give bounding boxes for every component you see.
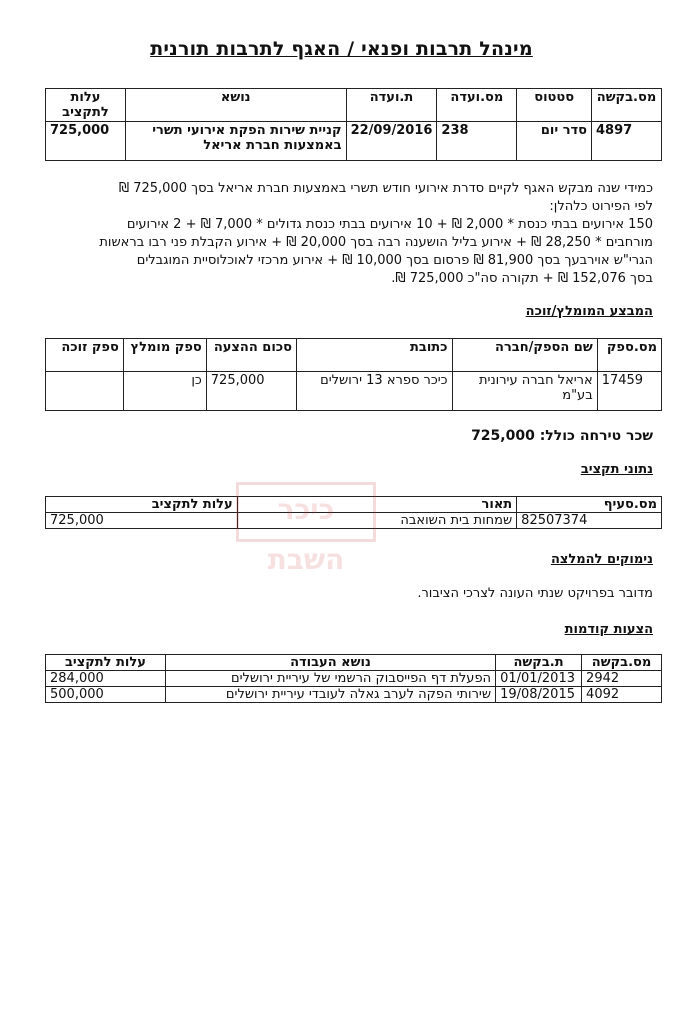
request-table [45, 88, 662, 161]
header-prev-request-no: מס.בקשה [582, 655, 662, 671]
prev-cost: 284,000 [46, 671, 166, 687]
prev-request-no: 2942 [582, 671, 662, 687]
budget-cost: 725,000 [46, 513, 238, 529]
supplier-heading: המבצע המומלץ/זוכה [525, 304, 653, 319]
prev-date: 19/08/2015 [496, 687, 582, 703]
offer-amount: 725,000 [206, 372, 296, 411]
table-row [46, 687, 662, 703]
request-description [28, 180, 653, 288]
description-line: הגרי"ש אוירבעך בסך 81,900 ₪ פרסום בסך 10,000 ₪ + אירוע מרכזי לאוכלוסיית המוגבלים [136, 253, 653, 268]
prev-request-no: 4092 [582, 687, 662, 703]
prev-subject: הפעלת דף הפייסבוק הרשמי של עיריית ירושלים [165, 671, 495, 687]
description-line: מורחבים * 28,250 ₪ + אירוע בליל הושענה רבה בסך 20,000 ₪ + אירוע הקבלת פני רבו בראשות [99, 235, 653, 250]
budget-heading: נתוני תקציב [580, 462, 653, 477]
watermark-logo: כיכר השבת [236, 482, 376, 542]
table-row [46, 372, 662, 411]
request-no: 4897 [592, 122, 662, 161]
request-cost: 725,000 [46, 122, 126, 161]
header-supplier-name: שם הספק/חברה [452, 339, 597, 372]
header-offer-amount: סכום ההצעה [206, 339, 296, 372]
supplier-no: 17459 [597, 372, 661, 411]
header-prev-cost: עלות לתקציב [46, 655, 166, 671]
header-description: תאור [237, 497, 516, 513]
header-prev-date: ת.בקשה [496, 655, 582, 671]
prev-date: 01/01/2013 [496, 671, 582, 687]
table-row [46, 671, 662, 687]
recommended-value: כן [123, 372, 206, 411]
header-committee-no: מס.ועדה [437, 89, 517, 122]
header-request-no: מס.בקשה [592, 89, 662, 122]
header-committee-date: ת.ועדה [346, 89, 437, 122]
supplier-address: כיכר ספרא 13 ירושלים [297, 372, 453, 411]
committee-no: 238 [437, 122, 517, 161]
request-status: סדר יום [517, 122, 592, 161]
total-fee: שכר טירחה כולל: 725,000 [471, 428, 653, 444]
table-header-row [46, 89, 662, 122]
header-cost: עלות לתקציב [46, 89, 126, 122]
previous-offers-heading: הצעות קודמות [564, 622, 653, 637]
header-subject: נושא [125, 89, 346, 122]
supplier-name: אריאל חברה עירונית בע"מ [452, 372, 597, 411]
prev-subject: שירותי הפקה לערב גאלה לעובדי עיריית ירושלים [165, 687, 495, 703]
header-supplier-no: מס.ספק [597, 339, 661, 372]
budget-item-no: 82507374 [517, 513, 662, 529]
previous-offers-table [45, 654, 662, 703]
header-winner: ספק זוכה [46, 339, 124, 372]
header-status: סטטוס [517, 89, 592, 122]
header-budget-cost: עלות לתקציב [46, 497, 238, 513]
supplier-table [45, 338, 662, 411]
budget-description: שמחות בית השואבה [237, 513, 516, 529]
description-line: 150 אירועים בבתי כנסת * 2,000 ₪ + 10 אירועים בבתי כנסת גדולים * 7,000 ₪ + 2 אירועים [126, 217, 653, 232]
description-line: כמידי שנה מבקש האגף לקיים סדרת אירועי חודש תשרי באמצעות חברת אריאל בסך 725,000 ₪ [118, 181, 653, 196]
page-title: מינהל תרבות ופנאי / האגף לתרבות תורנית [150, 38, 533, 60]
description-line: לפי הפירוט כלהלן: [549, 199, 653, 214]
table-header-row [46, 339, 662, 372]
header-recommended: ספק מומלץ [123, 339, 206, 372]
reasons-heading: נימוקים להמלצה [550, 552, 653, 567]
header-item-no: מס.סעיף [517, 497, 662, 513]
winner-value [46, 372, 124, 411]
header-address: כתובת [297, 339, 453, 372]
description-line: בסך 152,076 ₪ + תקורה סה"כ 725,000 ₪. [391, 271, 653, 286]
table-header-row [46, 655, 662, 671]
committee-date: 22/09/2016 [346, 122, 437, 161]
header-prev-subject: נושא העבודה [165, 655, 495, 671]
reasons-text: מדובר בפרויקט שנתי העונה לצרכי הציבור. [417, 586, 653, 601]
table-row [46, 122, 662, 161]
prev-cost: 500,000 [46, 687, 166, 703]
request-subject: קניית שירות הפקת אירועי תשרי באמצעות חברת אריאל [125, 122, 346, 161]
